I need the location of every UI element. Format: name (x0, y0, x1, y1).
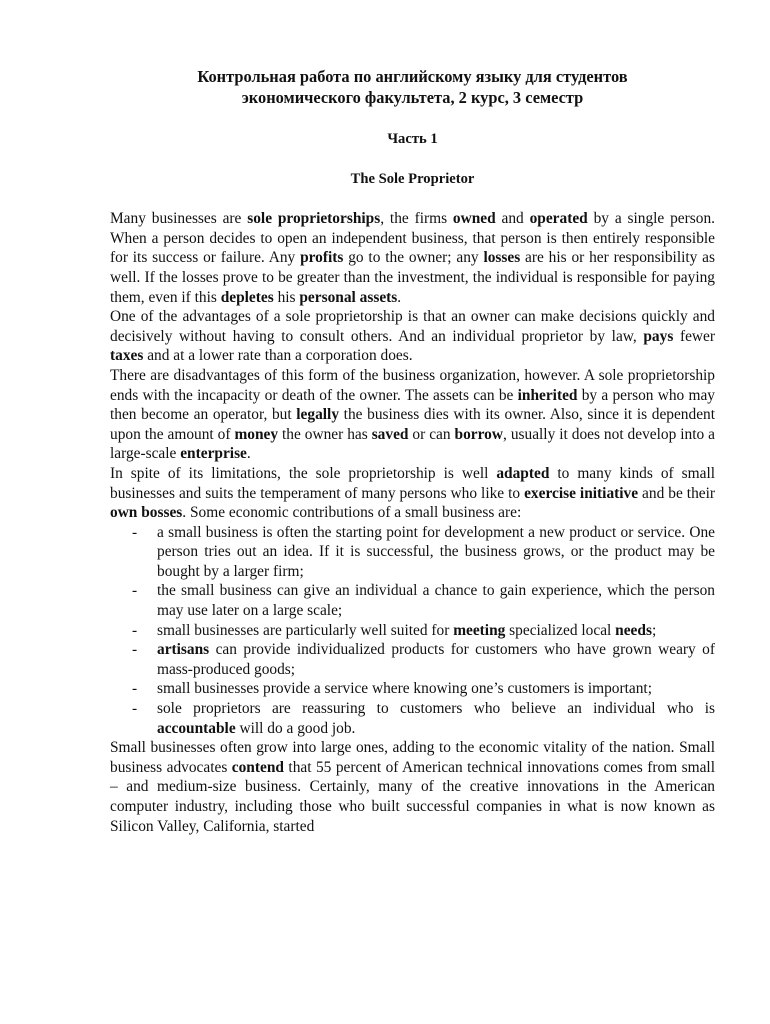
list-item (110, 679, 715, 699)
bold-term: saved (371, 425, 409, 443)
list-item (110, 699, 715, 738)
list-dash: - (132, 700, 138, 718)
bold-term: taxes (110, 347, 144, 365)
list-dash: - (132, 680, 138, 698)
paragraph: There are disadvantages of this form of the business organization, however. A sole proprietorship ends with the incapacity or death of the owner. The assets can be inherited by a person who may then become an operator, but legally the business dies with its owner. Also, since it is dependent upon the amount of money the owner has saved or can borrow, usually it does not develop into a large-scale enterprise. (110, 366, 715, 463)
paragraph: Small businesses often grow into large ones, adding to the economic vitality of the nation. Small business advocates contend that 55 percent of American technical innovations comes from small – and medium-size business. Certainly, many of the creative innovations in the American computer industry, including those who built successful companies in what is now known as Silicon Valley, California, started (110, 739, 715, 835)
bold-term: depletes (220, 288, 274, 306)
bold-term: needs (615, 621, 652, 639)
bold-term: legally (296, 406, 340, 424)
list-item-text: sole proprietors are reassuring to customers who believe an individual who is accountable will do a good job. (157, 700, 715, 737)
bold-term: borrow (454, 425, 503, 443)
bold-term: personal assets (299, 288, 398, 306)
list-dash: - (132, 621, 138, 639)
list-dash: - (132, 523, 138, 541)
bold-term: adapted (496, 464, 550, 482)
list-item-text: the small business can give an individual a chance to gain experience, which the person may use later on a large scale; (157, 582, 715, 620)
list-item (110, 640, 715, 679)
title-line-1: Контрольная работа по английскому языку для студентов (197, 67, 628, 86)
bold-term: owned (452, 210, 496, 228)
list-item-text: small businesses provide a service where knowing one’s customers is important; (157, 680, 652, 698)
list-dash: - (132, 641, 138, 659)
list-item-text: artisans can provide individualized products for customers who have grown weary of mass-produced goods; (157, 641, 715, 678)
contributions-list (110, 523, 715, 739)
bold-term: accountable (157, 719, 236, 737)
list-item (110, 523, 715, 582)
bold-term: sole proprietorships (247, 210, 381, 228)
list-dash: - (132, 582, 138, 600)
document-page (110, 66, 715, 836)
bold-term: money (234, 425, 279, 443)
paragraph: In spite of its limitations, the sole proprietorship is well adapted to many kinds of small businesses and suits the temperament of many persons who like to exercise initiative and be their own bosses. Some economic contributions of a small business are: (110, 464, 716, 522)
title-line-2: экономического факультета, 2 курс, 3 семестр (241, 88, 584, 107)
list-item (110, 621, 715, 641)
bold-term: meeting (453, 621, 506, 639)
paragraph: Many businesses are sole proprietorships, the firms owned and operated by a single person. When a person decides to open an independent business, that person is then entirely responsible for its success or failure. Any profits go to the owner; any losses are his or her responsibility as well. If the losses prove to be greater than the investment, the individual is responsible for paying them, even if this depletes his personal assets. (110, 210, 715, 306)
bold-term: pays (643, 327, 674, 345)
document-title (110, 66, 715, 108)
section-heading: The Sole Proprietor (350, 170, 475, 187)
bold-term: contend (231, 758, 284, 776)
list-item-text: small businesses are particularly well suited for meeting specialized local needs; (157, 621, 657, 639)
bold-term: operated (529, 210, 588, 228)
bold-term: exercise initiative (524, 484, 639, 502)
bold-term: losses (483, 249, 521, 267)
part-heading: Часть 1 (387, 131, 438, 147)
list-item-text: a small business is often the starting point for development a new product or service. One person tries out an idea. If it is successful, the business grows, or the product may be bought by a larger firm; (157, 523, 715, 580)
list-item (110, 581, 715, 620)
document-body (110, 209, 715, 836)
bold-term: enterprise (180, 445, 247, 463)
bold-term: own bosses (110, 504, 183, 522)
bold-term: artisans (157, 641, 210, 659)
bold-term: profits (300, 249, 344, 267)
bold-term: inherited (517, 386, 578, 404)
paragraph: One of the advantages of a sole proprietorship is that an owner can make decisions quickly and decisively without having to consult others. And an individual proprietor by law, pays fewer taxes and at a lower rate than a corporation does. (110, 308, 715, 365)
